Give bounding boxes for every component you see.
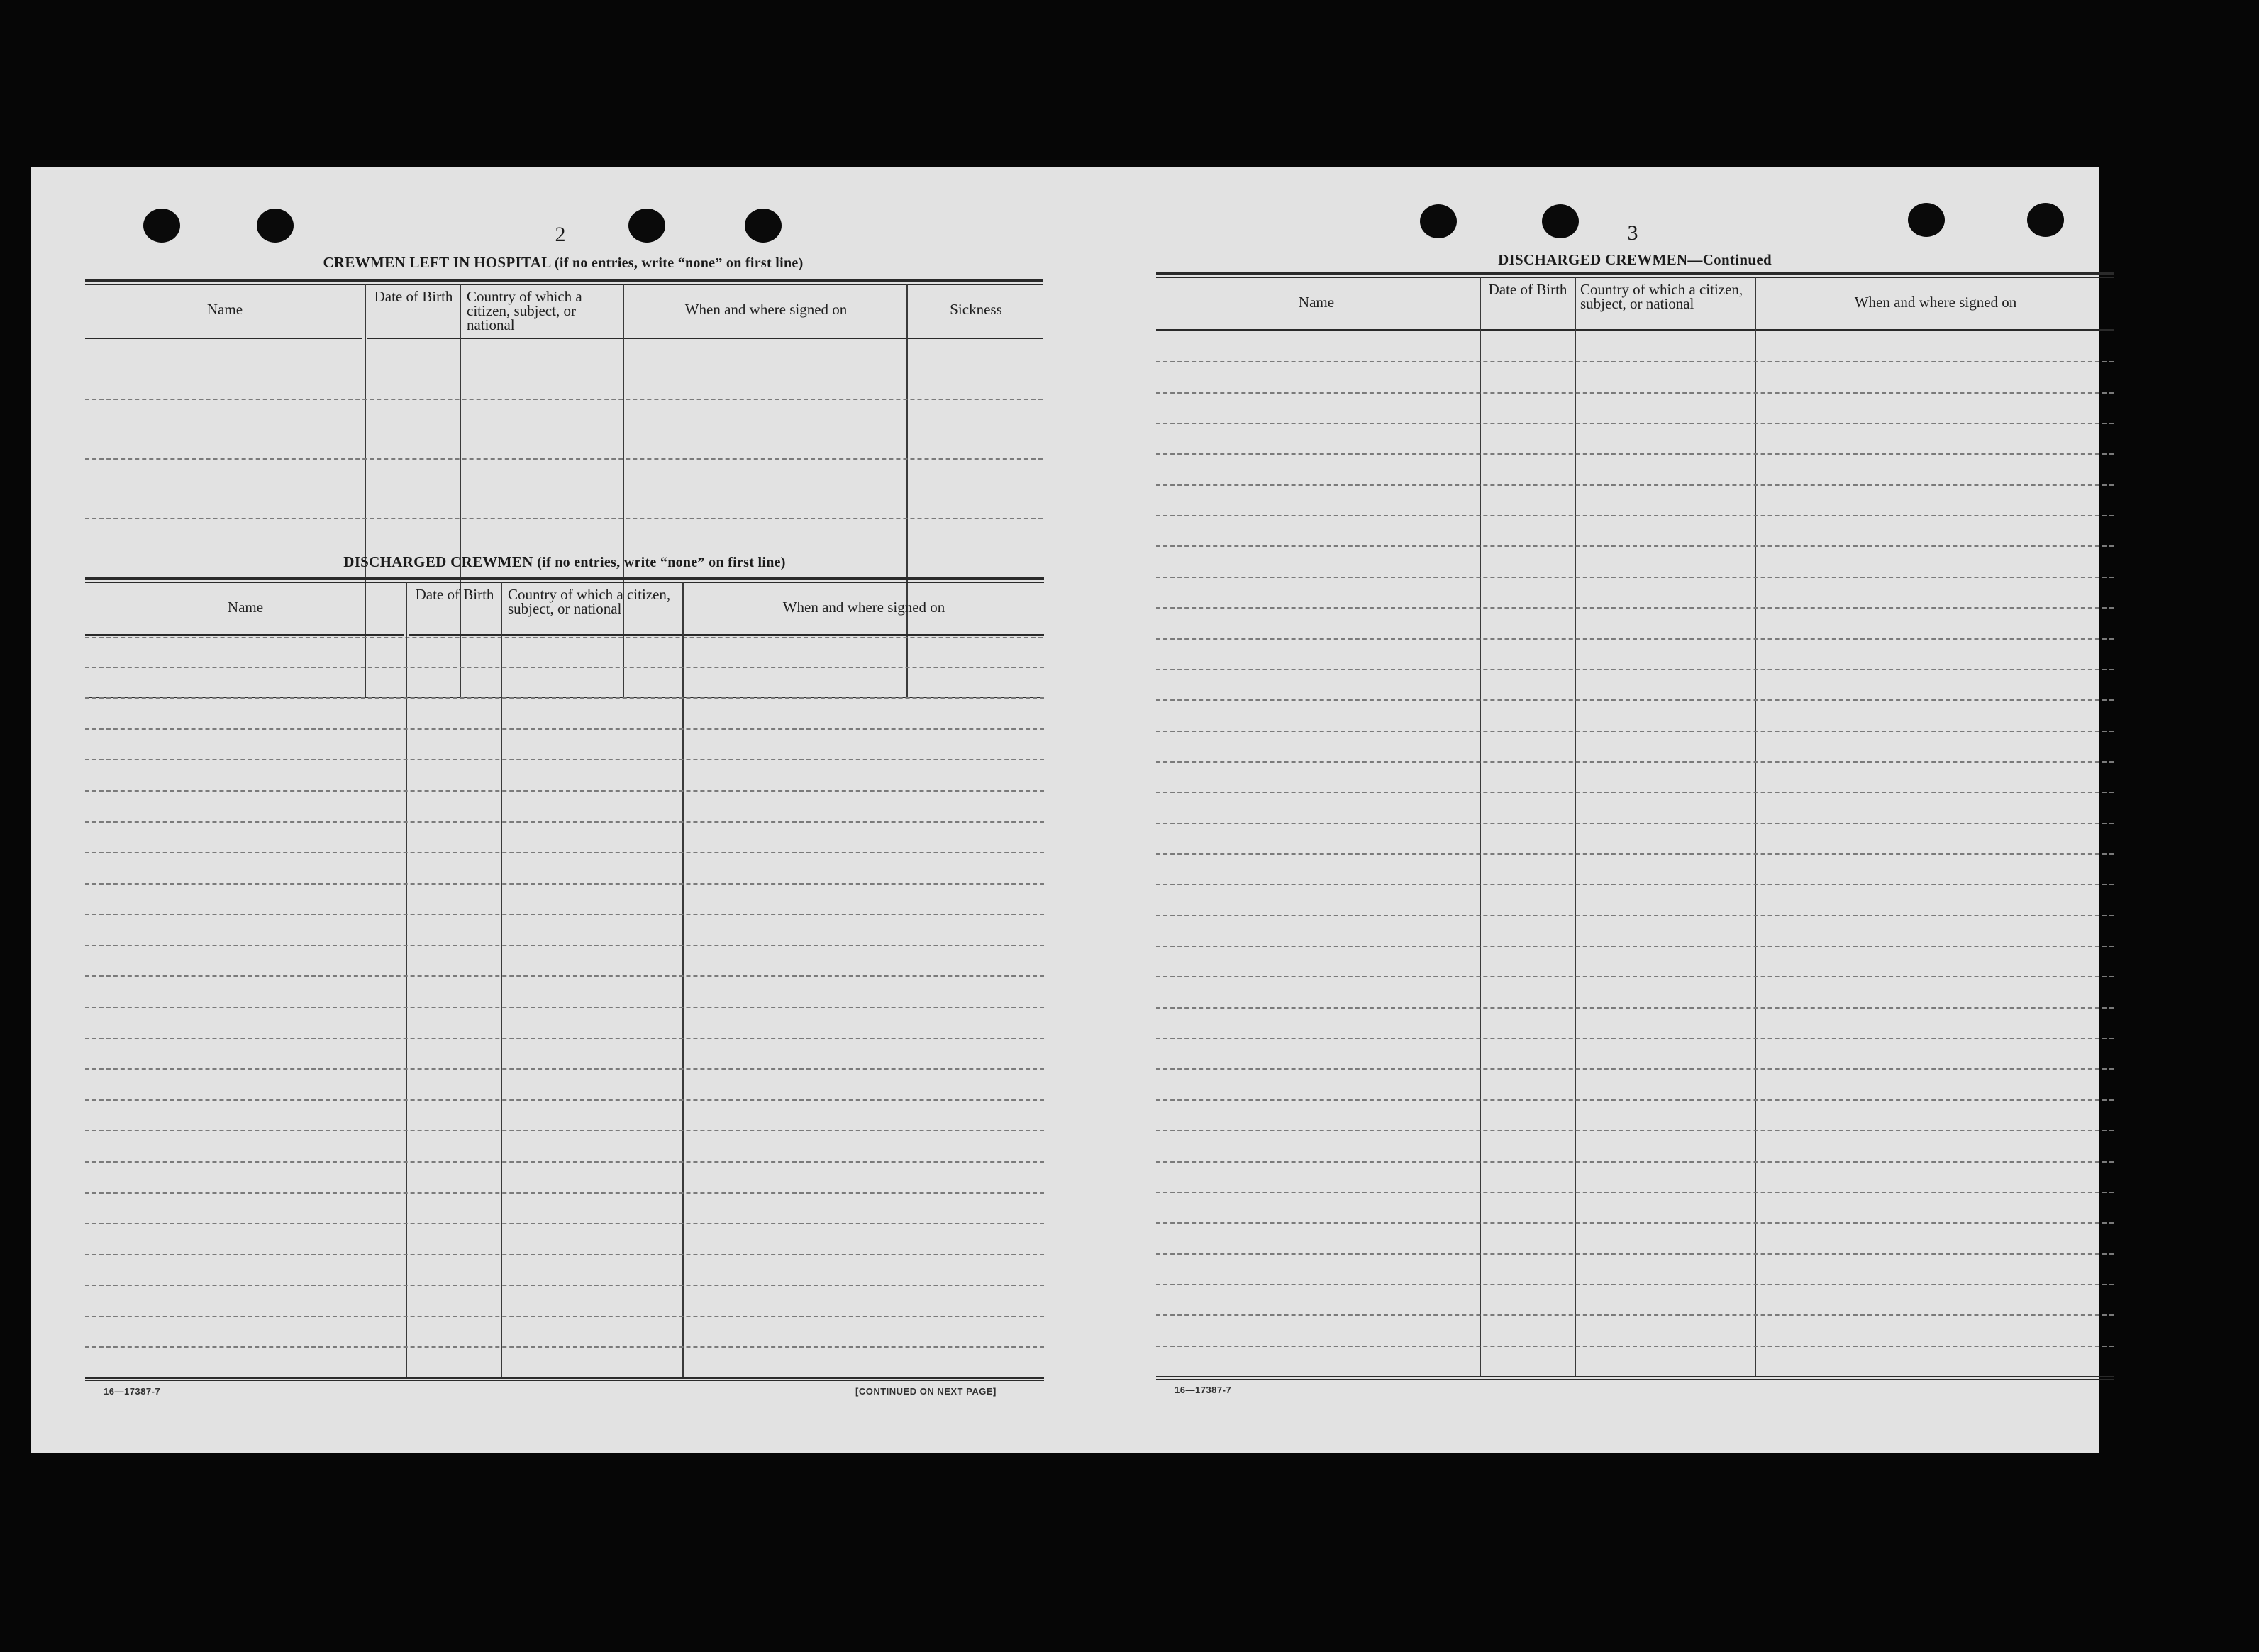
column-header-date-of-birth: Date of Birth (1488, 281, 1567, 298)
top-rule (1156, 272, 2114, 275)
column-header-country: Country of which a citizen, subject, or national (467, 288, 582, 333)
blank-entry-line (85, 1254, 1044, 1255)
column-header-country: Country of which a citizen, subject, or national (508, 586, 671, 617)
blank-entry-line (1156, 577, 2114, 578)
blank-entry-line (1156, 1284, 2114, 1285)
blank-entry-line (1156, 1253, 2114, 1255)
top-rule (85, 279, 1043, 282)
blank-entry-line (1156, 1130, 2114, 1131)
form-number: 16—17387-7 (104, 1386, 161, 1397)
blank-entry-line (1156, 484, 2114, 486)
header-rule (1156, 329, 2114, 331)
section-title (84, 254, 1043, 272)
blank-entry-line (85, 1068, 1044, 1070)
column-header-name: Name (1298, 294, 1335, 311)
blank-entry-line (85, 1285, 1044, 1286)
blank-entry-line (85, 975, 1044, 977)
blank-entry-line (1156, 915, 2114, 916)
column-header-signed-on: When and where signed on (684, 301, 848, 318)
top-rule (1156, 277, 2114, 278)
punch-hole (1908, 203, 1945, 237)
blank-entry-line (85, 1223, 1044, 1224)
column-header-name: Name (227, 599, 264, 616)
blank-entry-line (85, 759, 1044, 760)
blank-entry-line (85, 883, 1044, 885)
blank-entry-line (85, 852, 1044, 853)
section-title (85, 553, 1044, 571)
column-header-signed-on: When and where signed on (782, 599, 945, 616)
blank-entry-line (85, 914, 1044, 915)
blank-entry-line (1156, 361, 2114, 362)
form-spread (31, 167, 2099, 1453)
blank-entry-line (1156, 669, 2114, 670)
continued-note: [CONTINUED ON NEXT PAGE] (855, 1386, 997, 1397)
blank-entry-line (1156, 1038, 2114, 1039)
blank-entry-line (85, 518, 1043, 519)
blank-entry-line (1156, 1192, 2114, 1193)
blank-entry-line (85, 1346, 1044, 1348)
column-header-name: Name (206, 301, 243, 318)
blank-entry-line (1156, 1007, 2114, 1009)
punch-hole (628, 209, 665, 243)
blank-entry-line (1156, 946, 2114, 947)
blank-entry-line (1156, 1161, 2114, 1163)
blank-entry-line (85, 1130, 1044, 1131)
blank-entry-line (1156, 607, 2114, 609)
bottom-rule (85, 1377, 1044, 1379)
blank-entry-line (1156, 515, 2114, 516)
blank-entry-line (85, 399, 1043, 400)
blank-entry-line (1156, 392, 2114, 394)
blank-entry-line (1156, 638, 2114, 640)
top-rule (85, 284, 1043, 285)
punch-hole (257, 209, 294, 243)
blank-entry-line (1156, 423, 2114, 424)
blank-entry-line (85, 728, 1044, 730)
section-title-text: DISCHARGED CREWMEN (1498, 251, 1688, 268)
blank-entry-line (85, 1007, 1044, 1008)
blank-entry-line (1156, 792, 2114, 793)
blank-entry-line (85, 1038, 1044, 1039)
header-rule (409, 634, 1044, 636)
blank-entry-line (1156, 1346, 2114, 1347)
header-rule (85, 338, 362, 339)
column-divider (1755, 277, 1756, 1376)
section-title-text: DISCHARGED CREWMEN (343, 553, 533, 570)
blank-entry-line (1156, 699, 2114, 701)
header-rule (85, 634, 404, 636)
blank-entry-line (1156, 1099, 2114, 1101)
column-header-signed-on: When and where signed on (1854, 294, 2017, 311)
blank-entry-line (1156, 853, 2114, 855)
page-number: 3 (1627, 221, 1638, 245)
column-divider (406, 582, 407, 1377)
page-number: 2 (555, 223, 566, 246)
blank-entry-line (85, 697, 1044, 699)
punch-hole (745, 209, 782, 243)
bottom-rule (85, 1380, 1044, 1381)
section-note: (if no entries, write “none” on first line) (537, 555, 786, 570)
form-number: 16—17387-7 (1175, 1385, 1232, 1395)
blank-entry-line (1156, 545, 2114, 547)
punch-hole (143, 209, 180, 243)
column-header-date-of-birth: Date of Birth (374, 288, 453, 305)
blank-entry-line (1156, 1314, 2114, 1316)
blank-entry-line (85, 1099, 1044, 1101)
blank-entry-line (1156, 976, 2114, 977)
column-header-date-of-birth: Date of Birth (415, 586, 494, 603)
blank-entry-line (1156, 823, 2114, 824)
top-rule (85, 577, 1044, 580)
blank-entry-line (85, 1161, 1044, 1163)
header-rule (367, 338, 1043, 339)
blank-entry-line (1156, 884, 2114, 885)
blank-entry-line (85, 821, 1044, 823)
blank-entry-line (1156, 453, 2114, 455)
section-title (1156, 251, 2114, 269)
blank-entry-line (1156, 761, 2114, 763)
section-title-text: CREWMEN LEFT IN HOSPITAL (323, 254, 551, 271)
bottom-rule (1156, 1379, 2114, 1380)
column-divider (1480, 277, 1481, 1376)
punch-hole (1542, 204, 1579, 238)
section-note: (if no entries, write “none” on first line) (554, 255, 804, 271)
column-header-sickness: Sickness (950, 301, 1002, 318)
blank-entry-line (85, 790, 1044, 792)
blank-entry-line (85, 945, 1044, 946)
blank-entry-line (1156, 1222, 2114, 1224)
blank-entry-line (85, 637, 1043, 638)
blank-entry-line (85, 458, 1043, 460)
column-divider (501, 582, 502, 1377)
column-divider (682, 582, 684, 1377)
blank-entry-line (85, 1316, 1044, 1317)
blank-entry-line (85, 1192, 1044, 1194)
punch-hole (1420, 204, 1457, 238)
bottom-rule (1156, 1376, 2114, 1377)
section-title-suffix: —Continued (1687, 251, 1772, 268)
blank-entry-line (1156, 1068, 2114, 1070)
top-rule (85, 582, 1044, 583)
blank-entry-line (85, 667, 1044, 668)
column-divider (1575, 277, 1576, 1376)
blank-entry-line (1156, 731, 2114, 732)
column-header-country: Country of which a citizen, subject, or national (1580, 281, 1743, 312)
punch-hole (2027, 203, 2064, 237)
